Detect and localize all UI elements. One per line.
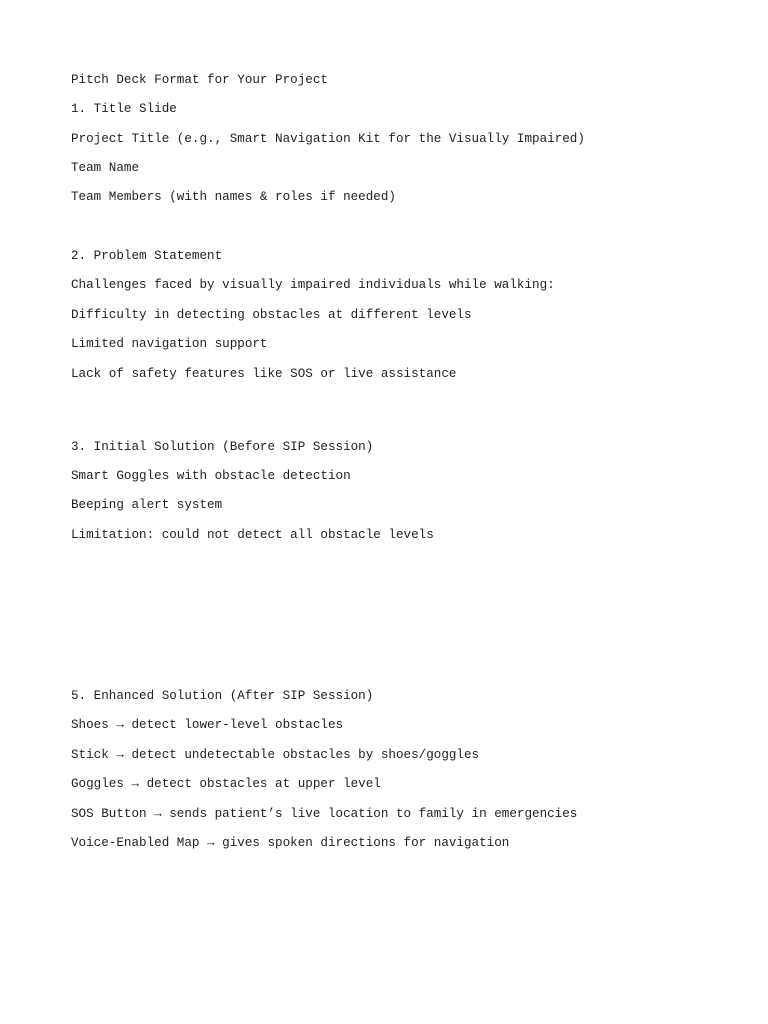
text-line: Difficulty in detecting obstacles at different levels: [71, 308, 472, 322]
section-heading-problem-statement: 2. Problem Statement: [71, 249, 223, 263]
section-heading-title-slide: 1. Title Slide: [71, 102, 177, 116]
text-line: Smart Goggles with obstacle detection: [71, 469, 351, 483]
text-line: Limitation: could not detect all obstacle levels: [71, 528, 434, 542]
text-line: Team Members (with names & roles if needed): [71, 190, 396, 204]
text-line: Beeping alert system: [71, 498, 223, 512]
text-line: Lack of safety features like SOS or live assistance: [71, 367, 457, 381]
section-heading-initial-solution: 3. Initial Solution (Before SIP Session): [71, 440, 374, 454]
document-title: Pitch Deck Format for Your Project: [71, 73, 328, 87]
text-line: Project Title (e.g., Smart Navigation Kit for the Visually Impaired): [71, 132, 585, 146]
text-line: Team Name: [71, 161, 140, 175]
text-line: Challenges faced by visually impaired individuals while walking:: [71, 278, 555, 292]
text-line: Voice-Enabled Map → gives spoken directions for navigation: [71, 836, 510, 850]
text-line: SOS Button → sends patient’s live location to family in emergencies: [71, 807, 578, 821]
text-line: Stick → detect undetectable obstacles by shoes/goggles: [71, 748, 480, 762]
text-line: Limited navigation support: [71, 337, 268, 351]
section-heading-enhanced-solution: 5. Enhanced Solution (After SIP Session): [71, 689, 374, 703]
text-line: Goggles → detect obstacles at upper level: [71, 777, 381, 791]
text-line: Shoes → detect lower-level obstacles: [71, 718, 344, 732]
